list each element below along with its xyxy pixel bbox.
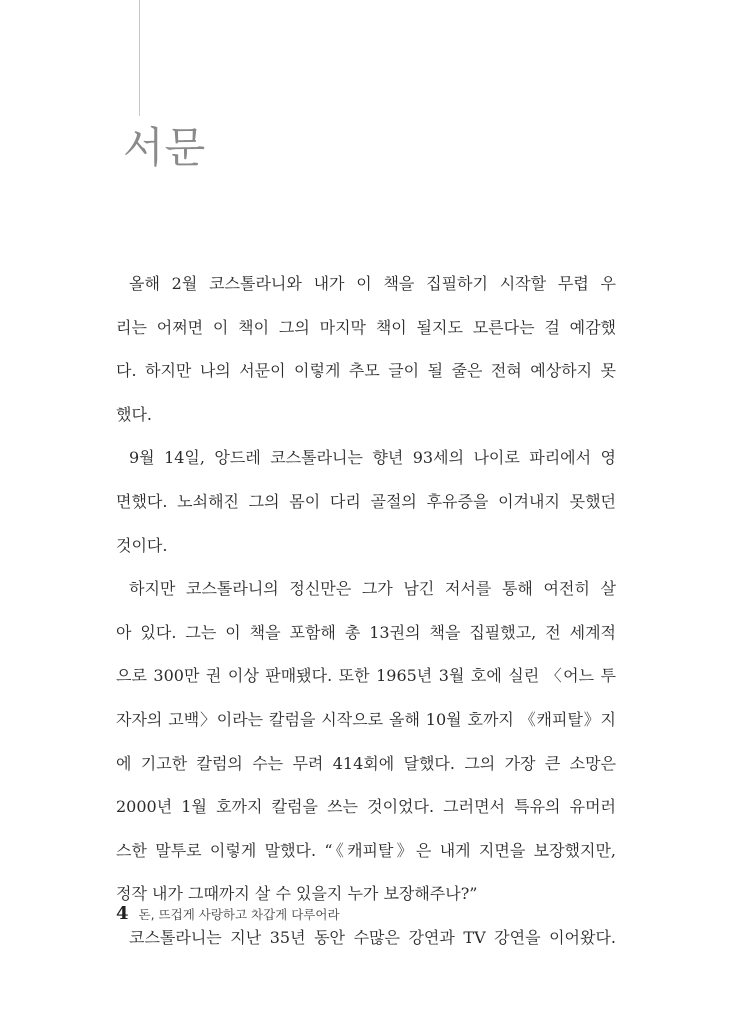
body-text [116,262,616,960]
running-title: 돈, 뜨겁게 사랑하고 차갑게 다루어라 [138,907,340,922]
text-line: 다. 하지만 나의 서문이 이렇게 추모 글이 될 줄은 전혀 예상하지 못 [116,361,616,381]
text-line: 자자의 고백〉이라는 칼럼을 시작으로 올해 10월 호까지 《캐피탈》지 [116,709,616,729]
page-footer [116,903,340,924]
chapter-heading: 서문 [123,123,207,172]
text-line: 하지만 코스톨라니의 정신만은 그가 남긴 저서를 통해 여전히 살 [129,579,616,599]
text-line: 올해 2월 코스톨라니와 내가 이 책을 집필하기 시작할 무렵 우 [129,274,616,293]
text-line: 리는 어쩌면 이 책이 그의 마지막 책이 될지도 모른다는 걸 예감했 [116,317,616,337]
text-line: 것이다. [116,535,168,555]
text-line: 2000년 1월 호까지 칼럼을 쓰는 것이었다. 그러면서 특유의 유머러 [116,797,616,817]
text-line: 정작 내가 그때까지 살 수 있을지 누가 보장해주나?” [116,884,478,904]
vertical-rule [139,0,140,116]
text-line: 9월 14일, 앙드레 코스톨라니는 향년 93세의 나이로 파리에서 영 [129,448,616,468]
text-line: 에 기고한 칼럼의 수는 무려 414회에 달했다. 그의 가장 큰 소망은 [116,753,616,773]
text-line: 했다. [116,404,152,424]
page-number: 4 [116,903,129,924]
text-line: 면했다. 노쇠해진 그의 몸이 다리 골절의 후유증을 이겨내지 못했던 [116,491,616,511]
text-line: 코스톨라니는 지난 35년 동안 수많은 강연과 TV 강연을 이어왔다. [129,927,616,947]
text-line: 으로 300만 권 이상 판매됐다. 또한 1965년 3월 호에 실린 〈어느 투 [116,666,616,686]
text-line: 아 있다. 그는 이 책을 포함해 총 13권의 책을 집필했고, 전 세계적 [116,622,616,642]
text-line: 스한 말투로 이렇게 말했다. “《캐피탈》은 내게 지면을 보장했지만, [116,840,616,860]
